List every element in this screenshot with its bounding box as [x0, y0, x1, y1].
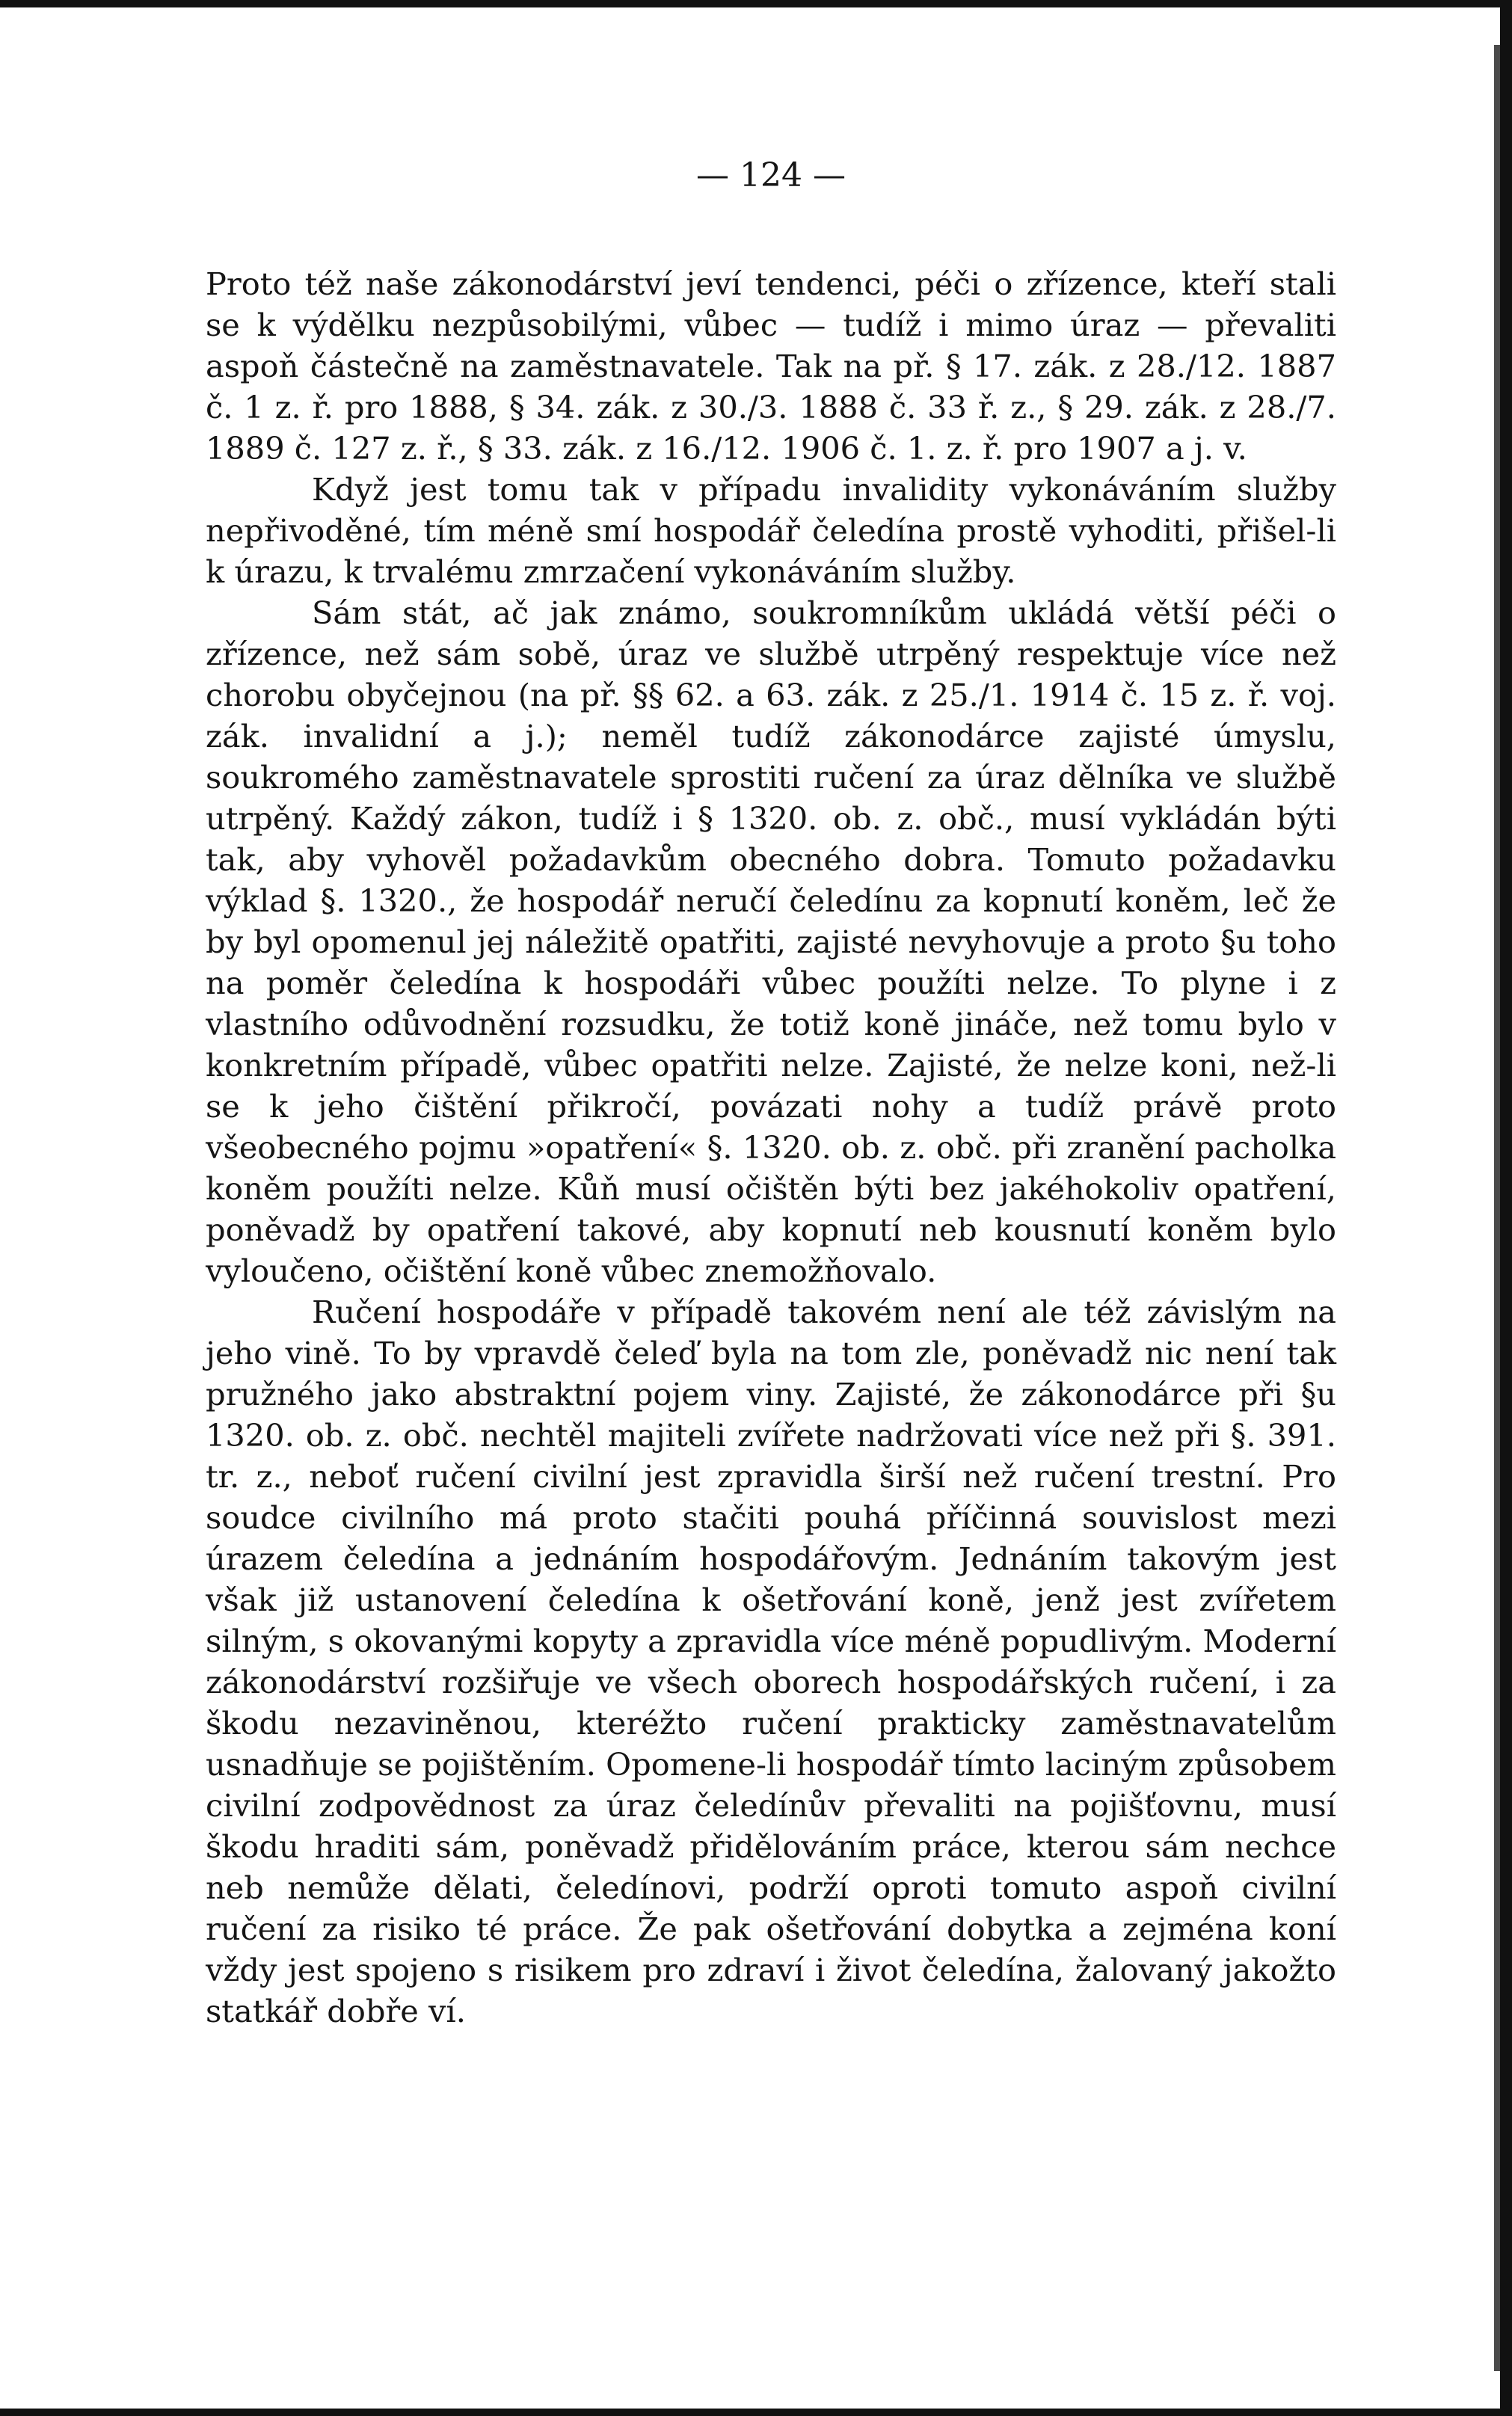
- scan-border-bottom: [0, 2409, 1512, 2416]
- page-content: [206, 150, 1336, 2032]
- scan-border-right: [1500, 0, 1512, 2416]
- page-number: — 124 —: [696, 156, 846, 194]
- paragraph: Ručení hospodáře v případě takovém není ale též závislým na jeho vině. To by vpravdě čeleď byla na tom zle, poněvadž nic není tak pružného jako abstraktní pojem viny. Zajisté, že zákonodárce při §u 1320. ob. z. obč. nechtěl majiteli zvířete nadržovati více než při §. 391. tr. z., neboť ručení civilní jest zpravidla širší než ručení trestní. Pro soudce civilního má proto stačiti pouhá příčinná souvislost mezi úrazem čeledína a jednáním hospodářovým. Jednáním takovým jest však již ustanovení čeledína k ošetřování koně, jenž jest zvířetem silným, s okovanými kopyty a zpravidla více méně popudlivým. Moderní zákonodárství rozšiřuje ve všech oborech hospodářských ručení, i za škodu nezaviněnou, kteréžto ručení prakticky zaměstnavatelům usnadňuje se pojištěním. Opomene-li hospodář tímto laciným způsobem civilní zodpovědnost za úraz čeledínův převaliti na pojišťovnu, musí škodu hraditi sám, poněvadž přidělováním práce, kterou sám nechce neb nemůže dělati, čeledínovi, podrží oproti tomuto aspoň civilní ručení za risiko té práce. Že pak ošetřování dobytka a zejména koní vždy jest spojeno s risikem pro zdraví i život čeledína, žalovaný jakožto statkář dobře ví.: [206, 1294, 1336, 2029]
- body-text: [206, 263, 1336, 2032]
- paragraph: Sám stát, ač jak známo, soukromníkům ukládá větší péči o zřízence, než sám sobě, úraz ve službě utrpěný respektuje více než chorobu obyčejnou (na př. §§ 62. a 63. zák. z 25./1. 1914 č. 15 z. ř. voj. zák. invalidní a j.); neměl tudíž zákonodárce zajisté úmyslu, soukromého zaměstnavatele sprostiti ručení za úraz dělníka ve službě utrpěný. Každý zákon, tudíž i § 1320. ob. z. obč., musí vykládán býti tak, aby vyhověl požadavkům obecného dobra. Tomuto požadavku výklad §. 1320., že hospodář neručí čeledínu za kopnutí koněm, leč že by byl opomenul jej náležitě opatřiti, zajisté nevyhovuje a proto §u toho na poměr čeledína k hospodáři vůbec použíti nelze. To plyne i z vlastního odůvodnění rozsudku, že totiž koně jináče, než tomu bylo v konkretním případě, vůbec opatřiti nelze. Zajisté, že nelze koni, než-li se k jeho čištění přikročí, povázati nohy a tudíž právě proto všeobecného pojmu »opatření« §. 1320. ob. z. obč. při zranění pacholka koněm použíti nelze. Kůň musí očištěn býti bez jakéhokoliv opatření, poněvadž by opatření takové, aby kopnutí neb kousnutí koněm bylo vyloučeno, očištění koně vůbec znemožňovalo.: [206, 594, 1336, 1289]
- scan-border-top: [0, 0, 1512, 7]
- paragraph: Proto též naše zákonodárství jeví tendenci, péči o zřízence, kteří stali se k výdělku nezpůsobilými, vůbec — tudíž i mimo úraz — převaliti aspoň částečně na zaměstnavatele. Tak na př. § 17. zák. z 28./12. 1887 č. 1 z. ř. pro 1888, § 34. zák. z 30./3. 1888 č. 33 ř. z., § 29. zák. z 28./7. 1889 č. 127 z. ř., § 33. zák. z 16./12. 1906 č. 1. z. ř. pro 1907 a j. v.: [206, 265, 1336, 467]
- scan-shadow-right: [1494, 45, 1500, 2371]
- paragraph: Když jest tomu tak v případu invalidity vykonáváním služby nepřivoděné, tím méně smí hospodář čeledína prostě vyhoditi, přišel-li k úrazu, k trvalému zmrzačení vykonáváním služby.: [206, 471, 1336, 590]
